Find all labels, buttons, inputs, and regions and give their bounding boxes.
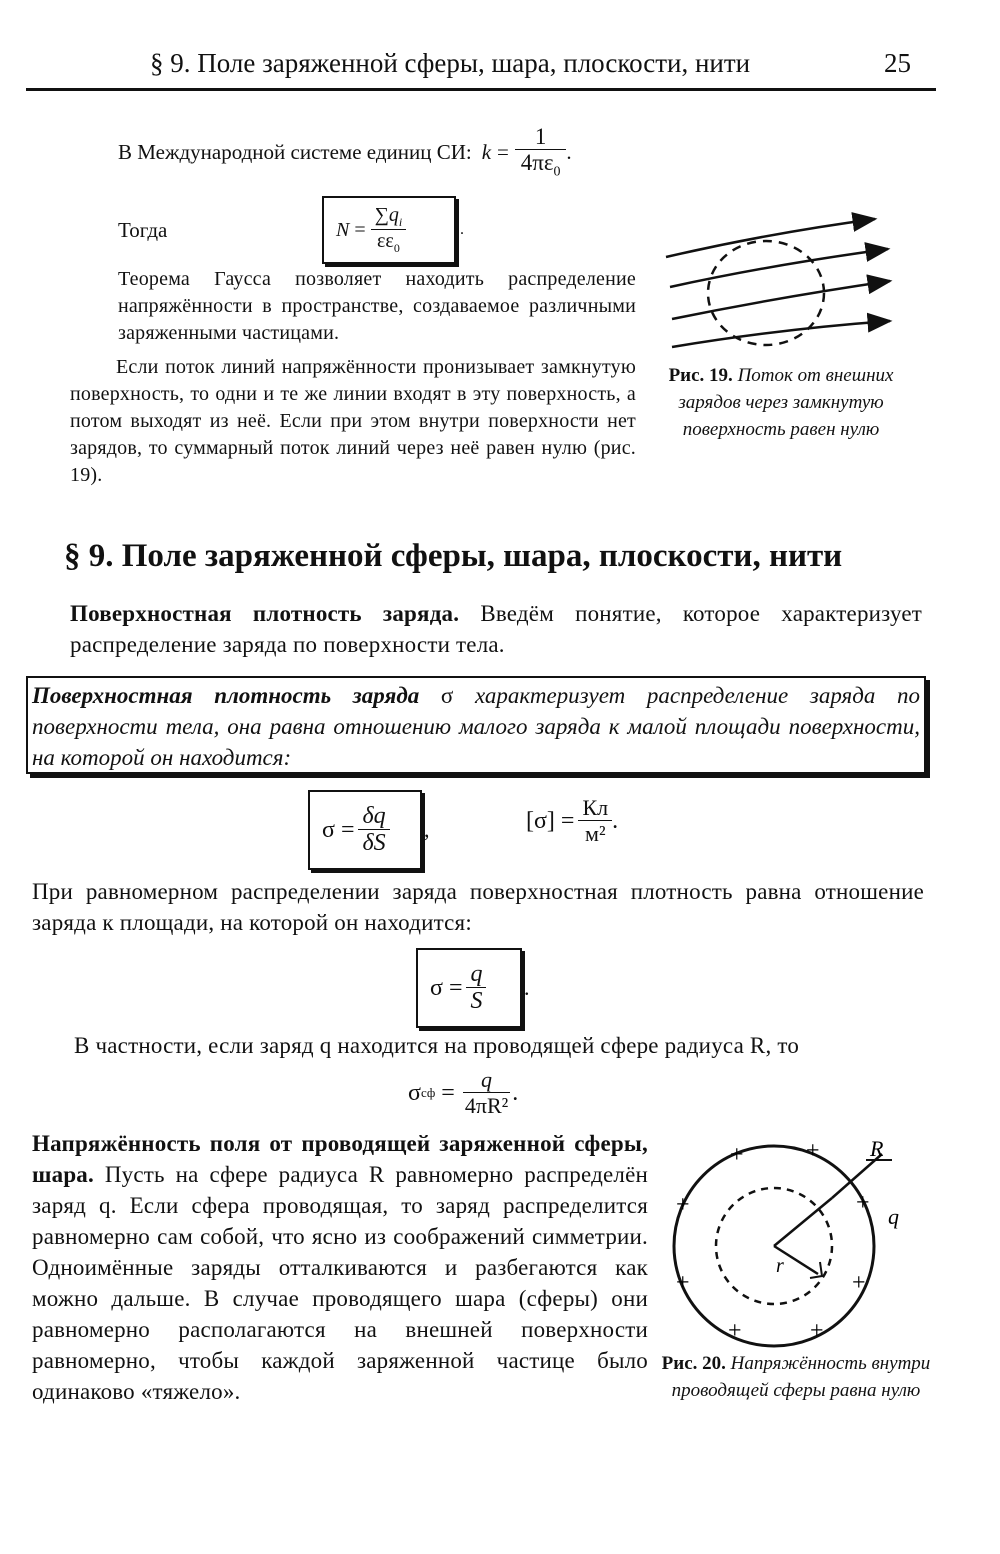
figure-20-sphere-diagram [660, 1128, 920, 1354]
header-rule [26, 88, 936, 91]
svg-text:+: + [806, 1138, 820, 1164]
n-formula-box: N = $\frac{\sum q_i}{\varepsilon\varepsilon_0}$ [322, 196, 456, 264]
definition-text: Поверхностная плотность заряда σ характеризует распределение заряда по поверхности тела, она равна отношению малого заряда к малой площади поверхности, на которой он находится: [32, 683, 921, 770]
figure-20-caption: Рис. 20. Напряжённость внутри проводящей сферы равна нулю [661, 1353, 931, 1401]
running-title: § 9. Поле заряженной сферы, шара, плоскости, нити [150, 48, 751, 78]
figure-19-flux-diagram [660, 205, 900, 365]
svg-text:+: + [676, 1192, 690, 1218]
sigma-sphere-formula: σ сф = $\frac{q}{\text{4πR²}}$ . [408, 1067, 519, 1119]
n-variable: N [336, 218, 350, 241]
gauss-paragraph-2: Если поток линий напряжённости пронизывает замкнутую поверхность, то одни и те же линии входят в эту поверхность, а потом выходят из неё. Если при этом внутри поверхности нет зарядов, то суммарный поток линий через неё равен нулю (рис. 19). [70, 356, 636, 486]
conducting-sphere-paragraph: Напряжённость поля от проводящей заряженной сферы, шара. Пусть на сфере радиуса R равномерно распределён заряд q. Если сфера проводящая, то заряд распределится равномерно сам собой, что ясно из соображений симметрии. Одноимённые заряды отталкиваются и разбегаются как можно дальше. В случае проводящего шара (сферы) они равномерно располагаются на внешней поверхности равномерно, чтобы каждой заряженной частице было одинаково «тяжело». [32, 1131, 648, 1404]
si-text: В Международной системе единиц СИ: [118, 139, 472, 164]
equals-sign: = [497, 139, 509, 164]
uniform-distribution-paragraph: При равномерном распределении заряда поверхностная плотность равна отношение заряда к площади, на которой он находится: [32, 879, 924, 935]
k-variable: k [481, 139, 492, 164]
n-formula: N = $\frac{\sum q_i}{\varepsilon\varepsilon_0}$ . [322, 196, 464, 264]
sigma-unit-formula: [σ] = $\frac{Кл}{\text{м²}}$ . [526, 795, 619, 847]
sigma-uniform-box: σ = $\frac{q}{S}$ [416, 948, 522, 1028]
n-numerator: $\sum q_i$ [371, 204, 407, 230]
sphere-paragraph: В частности, если заряд q находится на проводящей сфере радиуса R, то [74, 1033, 800, 1058]
n-fraction [371, 204, 407, 256]
n-denominator: $\varepsilon\varepsilon_0$ [377, 230, 400, 256]
section-title: § 9. Поле заряженной сферы, шара, плоскости, нити [64, 538, 843, 574]
surface-charges [676, 1138, 870, 1344]
figure-19-caption: Рис. 19. Поток от внешних зарядов через замкнутую поверхность равен нулю [668, 365, 894, 440]
then-label: Тогда [118, 218, 168, 242]
svg-text:+: + [810, 1318, 824, 1344]
field-line-3 [672, 281, 890, 319]
label-r: r [776, 1255, 784, 1277]
svg-text:+: + [856, 1190, 870, 1216]
svg-text:+: + [730, 1142, 744, 1168]
label-R: R [870, 1136, 884, 1161]
k-numerator: 1 [515, 124, 567, 150]
period: . [566, 139, 572, 164]
surface-density-intro: Поверхностная плотность заряда. Введём понятие, которое характеризует распределение заряда по поверхности тела. [70, 601, 923, 657]
field-line-1 [666, 219, 875, 257]
k-fraction [515, 124, 567, 181]
svg-text:+: + [676, 1270, 690, 1296]
sigma-differential-box: σ = $\frac{\delta q}{\delta S}$ [308, 790, 422, 870]
page-number: 25 [884, 48, 911, 78]
field-line-2 [670, 249, 888, 287]
svg-text:+: + [852, 1270, 866, 1296]
sigma-uniform-formula: σ = $\frac{q}{S}$ . [416, 948, 530, 1028]
sigma-differential-formula: σ = $\frac{\delta q}{\delta S}$ , [308, 790, 430, 870]
k-denominator: $4\pi\varepsilon_0$ [520, 150, 561, 180]
svg-text:+: + [728, 1318, 742, 1344]
gauss-paragraph-1: Теорема Гаусса позволяет находить распределение напряжённости в пространстве, создаваемое различными заряженными частицами. [118, 268, 636, 344]
label-q: q [888, 1204, 899, 1229]
radius-R-line [774, 1198, 832, 1246]
k-formula [118, 124, 572, 181]
